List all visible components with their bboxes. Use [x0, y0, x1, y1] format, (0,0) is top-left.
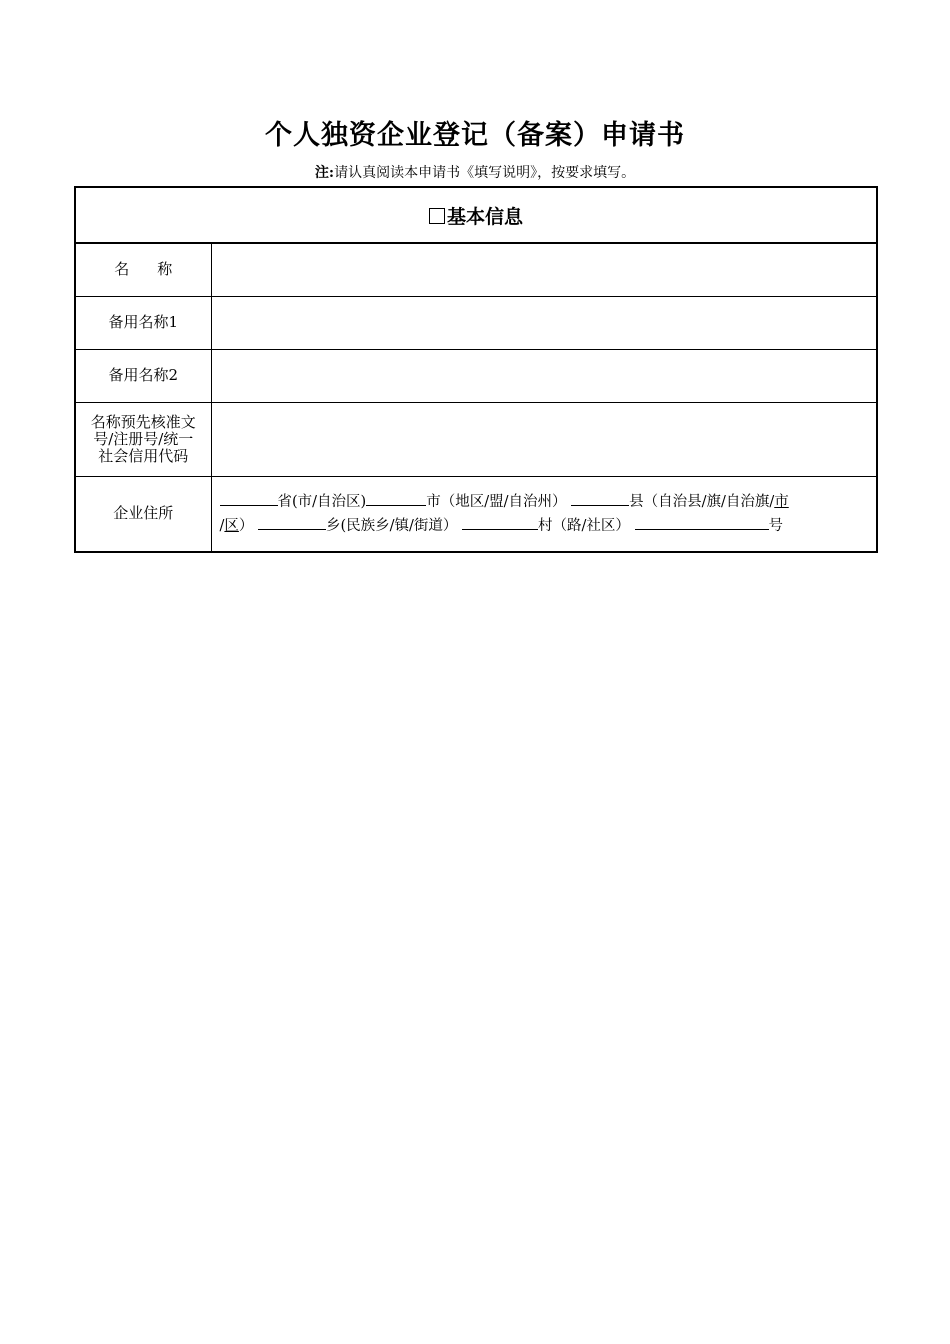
table-row-approval-code — [75, 402, 877, 476]
alt-name-1-field[interactable] — [211, 296, 877, 349]
name-label: 名 称 — [75, 243, 211, 296]
instruction-note — [0, 163, 950, 183]
province-text: 省(市/自治区) — [277, 493, 367, 510]
section-header — [75, 187, 877, 243]
table-row-alt-name-2 — [75, 349, 877, 402]
approval-code-label: 名称预先核准文 号/注册号/统一 社会信用代码 — [75, 402, 211, 476]
checkbox-icon[interactable] — [429, 208, 445, 224]
note-text: 请认真阅读本申请书《填写说明》，按要求填写。 — [334, 165, 636, 181]
address-field[interactable] — [211, 476, 877, 552]
village-blank[interactable] — [462, 514, 538, 530]
alt-name-1-label: 备用名称1 — [75, 296, 211, 349]
province-blank[interactable] — [220, 490, 278, 506]
county-city-text: 市 — [774, 493, 789, 510]
address-label: 企业住所 — [75, 476, 211, 552]
note-prefix: 注: — [314, 165, 335, 181]
approval-code-field[interactable] — [211, 402, 877, 476]
name-field[interactable] — [211, 243, 877, 296]
township-text: 乡(民族乡/镇/街道） — [326, 517, 458, 534]
table-row-address — [75, 476, 877, 552]
number-blank[interactable] — [635, 514, 769, 530]
form-title: 个人独资企业登记（备案）申请书 — [265, 120, 685, 151]
alt-name-2-label: 备用名称2 — [75, 349, 211, 402]
county-text: 县（自治县/旗/自治旗/ — [629, 493, 775, 510]
section-title: 基本信息 — [447, 205, 524, 228]
city-blank[interactable] — [366, 490, 426, 506]
alt-name-2-field[interactable] — [211, 349, 877, 402]
district-text: 区 — [224, 517, 239, 534]
district-suffix: ） — [238, 517, 254, 534]
county-blank[interactable] — [571, 490, 629, 506]
district-prefix: / — [219, 517, 225, 534]
table-row-alt-name-1 — [75, 296, 877, 349]
basic-info-table — [74, 186, 878, 553]
city-text: 市（地区/盟/自治州） — [426, 493, 567, 510]
number-text: 号 — [768, 517, 784, 534]
township-blank[interactable] — [258, 514, 326, 530]
village-text: 村（路/社区） — [538, 517, 630, 534]
table-row-name — [75, 243, 877, 296]
